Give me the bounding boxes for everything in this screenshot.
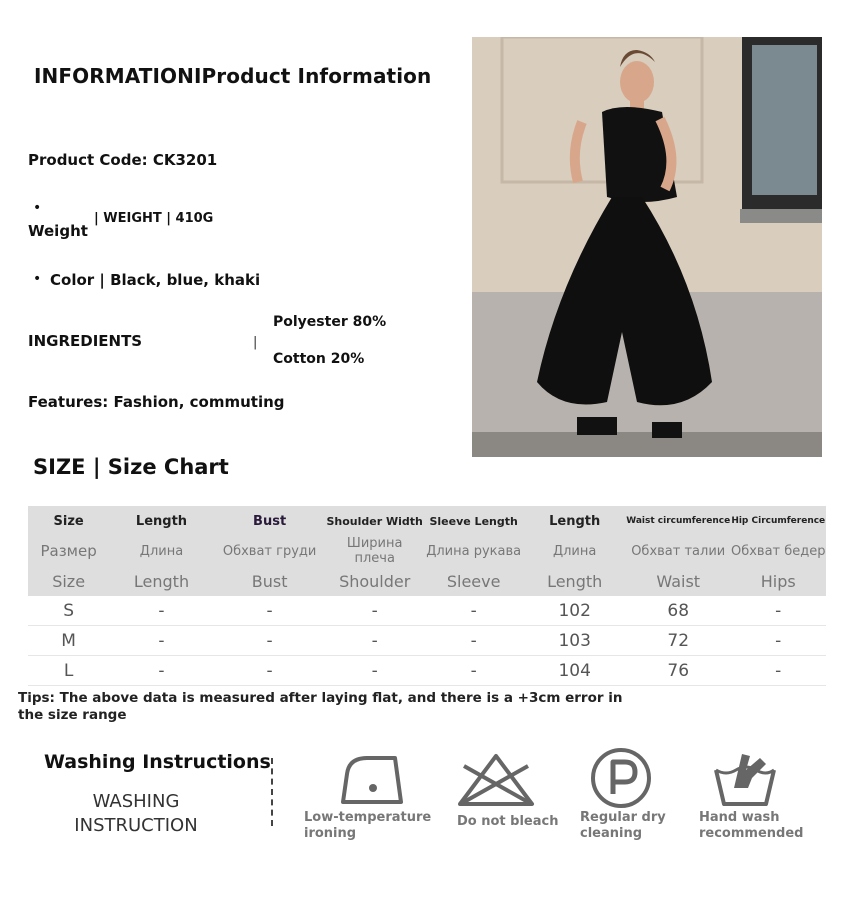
header-en-hip: Hip Circumference — [731, 506, 827, 536]
header-en-length: Length — [109, 506, 214, 536]
washing-subtitle-line2: INSTRUCTION — [74, 815, 198, 836]
washing-subtitle-line1: WASHING — [92, 791, 180, 812]
header-short-sleeve: Sleeve — [424, 566, 523, 596]
table-cell: L — [28, 656, 109, 686]
header-short-waist: Waist — [626, 566, 731, 596]
header-en-shoulder: Shoulder Width — [325, 506, 423, 536]
table-row — [28, 626, 826, 656]
header-ru-hip: Обхват бедер — [731, 536, 827, 566]
header-ru-waist: Обхват талии — [626, 536, 731, 566]
table-cell: - — [214, 626, 326, 656]
table-cell: - — [109, 596, 214, 626]
table-cell: - — [109, 626, 214, 656]
header-ru-length: Длина — [109, 536, 214, 566]
header-en-length-2: Length — [523, 506, 626, 536]
header-ru-length-2: Длина — [523, 536, 626, 566]
care-label-ironing-line1: Low-temperature — [304, 810, 432, 825]
header-ru-size: Размер — [28, 536, 109, 566]
no-bleach-icon — [456, 752, 536, 812]
care-label-hand-wash — [699, 810, 803, 842]
table-cell: - — [424, 596, 523, 626]
size-chart-title: SIZE | Size Chart — [33, 455, 229, 479]
table-cell: 68 — [626, 596, 731, 626]
care-label-no-bleach-line1: Do not bleach — [457, 814, 559, 829]
care-label-hand-wash-line2: recommended — [699, 826, 804, 841]
product-code: Product Code: CK3201 — [28, 151, 218, 169]
washing-title: Washing Instructions — [44, 751, 271, 773]
table-cell: - — [214, 596, 326, 626]
header-ru-sleeve: Длина рукава — [424, 536, 523, 566]
table-cell: 72 — [626, 626, 731, 656]
divider — [271, 758, 273, 826]
table-cell: - — [325, 626, 423, 656]
features: Features: Fashion, commuting — [28, 393, 285, 411]
table-cell: - — [731, 596, 827, 626]
header-ru-shoulder: Ширина плеча — [325, 536, 423, 566]
color-bullet: • — [33, 271, 42, 287]
weight-value: | WEIGHT | 410G — [94, 211, 214, 226]
header-en-waist: Waist circumference — [626, 506, 731, 536]
table-cell: - — [731, 626, 827, 656]
table-cell: 76 — [626, 656, 731, 686]
dry-clean-p-icon — [589, 746, 653, 814]
table-cell: - — [325, 596, 423, 626]
product-photo — [472, 37, 822, 457]
header-short-hips: Hips — [731, 566, 827, 596]
page-title: INFORMATIONIProduct Information — [34, 64, 432, 88]
table-cell: - — [109, 656, 214, 686]
table-cell: - — [325, 656, 423, 686]
measurement-tips: Tips: The above data is measured after laying flat, and there is a +3cm error in the size range — [18, 690, 623, 723]
hand-wash-icon — [712, 748, 778, 812]
care-label-no-bleach — [457, 814, 559, 830]
ingredients-label: INGREDIENTS — [28, 332, 143, 350]
care-label-ironing — [304, 810, 431, 842]
table-cell: 103 — [523, 626, 626, 656]
header-short-length-2: Length — [523, 566, 626, 596]
header-en-sleeve: Sleeve Length — [424, 506, 523, 536]
header-short-size: Size — [28, 566, 109, 596]
table-cell: 102 — [523, 596, 626, 626]
table-cell: - — [214, 656, 326, 686]
washing-subtitle — [54, 790, 218, 838]
table-cell: S — [28, 596, 109, 626]
table-cell: 104 — [523, 656, 626, 686]
header-short-shoulder: Shoulder — [325, 566, 423, 596]
ingredient-cotton: Cotton 20% — [273, 351, 365, 367]
ingredient-polyester: Polyester 80% — [273, 314, 387, 330]
care-label-hand-wash-line1: Hand wash — [699, 810, 780, 825]
header-en-bust: Bust — [214, 506, 326, 536]
header-short-bust: Bust — [214, 566, 326, 596]
size-chart-table — [28, 506, 826, 686]
table-row — [28, 596, 826, 626]
size-header-row-ru — [28, 536, 826, 566]
weight-bullet: • — [33, 200, 42, 216]
size-header-row-short — [28, 566, 826, 596]
table-cell: M — [28, 626, 109, 656]
size-header-row-en — [28, 506, 826, 536]
ingredients-separator: | — [253, 335, 258, 350]
color-text: Color | Black, blue, khaki — [50, 271, 261, 289]
weight-label: Weight — [28, 222, 88, 240]
care-label-dry-clean-line1: Regular dry — [580, 810, 666, 825]
iron-low-temp-icon — [337, 752, 407, 810]
table-row — [28, 656, 826, 686]
header-en-size: Size — [28, 506, 109, 536]
header-short-length: Length — [109, 566, 214, 596]
care-label-dry-clean — [580, 810, 666, 842]
header-ru-bust: Обхват груди — [214, 536, 326, 566]
table-cell: - — [424, 656, 523, 686]
care-label-ironing-line2: ironing — [304, 826, 357, 841]
table-cell: - — [731, 656, 827, 686]
table-cell: - — [424, 626, 523, 656]
care-label-dry-clean-line2: cleaning — [580, 826, 643, 841]
